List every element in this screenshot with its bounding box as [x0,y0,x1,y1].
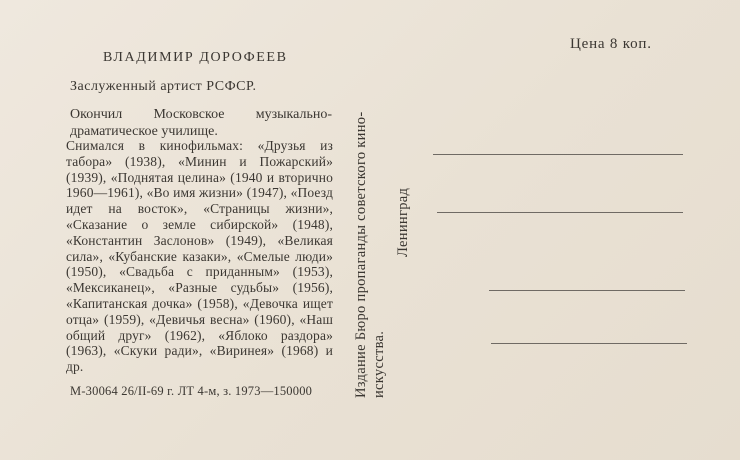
education-text: Окончил Московское музыкально-драматическое училище. [70,107,332,139]
publisher-line-1: Издание Бюро пропаганды советского кино- [353,111,369,398]
actor-name: ВЛАДИМИР ДОРОФЕЕВ [103,50,288,65]
price-label: Цена 8 коп. [570,36,652,52]
address-line-2 [437,212,683,213]
print-code: М-30064 26/II-69 г. ЛТ 4-м, з. 1973—150000 [70,384,313,398]
actor-title: Заслуженный артист РСФСР. [70,79,257,94]
publisher-line-2: искусства. [371,330,387,398]
address-line-1 [433,154,683,155]
publisher-city: Ленинград [395,187,411,257]
address-line-4 [491,343,687,344]
filmography-text: Снимался в кинофильмах: «Друзья из табора» (1938), «Минин и Пожарский» (1939), «Поднятая целина» (1940 и вторично 1960—1961), «Во имя жизни» (1947), «Поезд идет на восток», «Страницы жизни», «Сказание о земле сибирской» (1948), «Константин Заслонов» (1949), «Великая сила», «Кубанские казаки», «Смелые люди» (1950), «Свадьба с приданным» (1953), «Мексиканец», «Разные судьбы» (1956), «Капитанская дочка» (1958), «Девочка ищет отца» (1959), «Девичья весна» (1960), «Наш общий друг» (1962), «Яблоко раздора» (1963), «Скуки ради», «Виринея» (1968) и др. [66,138,333,375]
address-line-3 [489,290,685,291]
